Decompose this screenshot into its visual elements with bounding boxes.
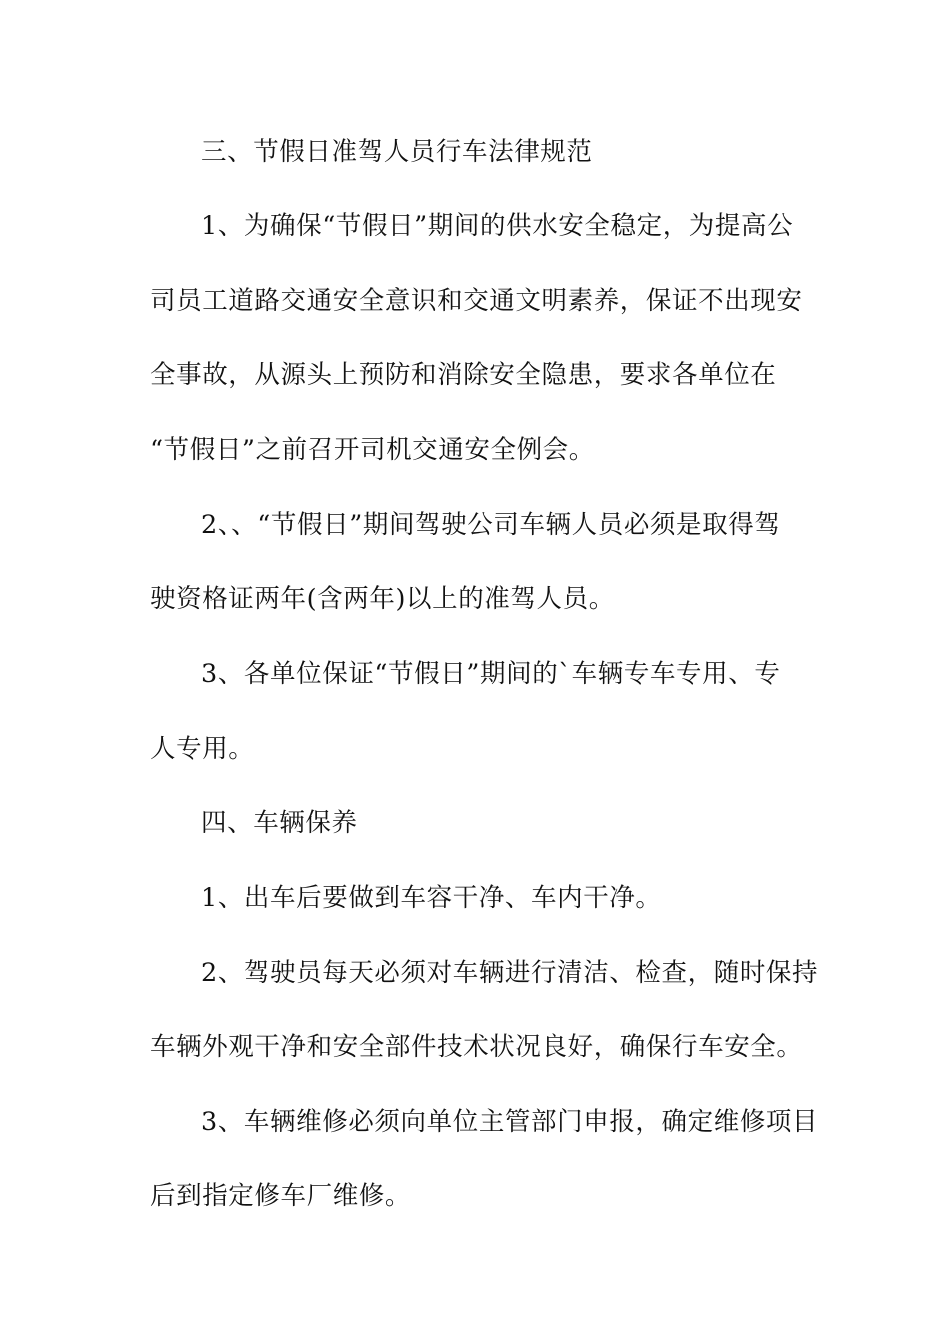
paragraph-line: 3、车辆维修必须向单位主管部门申报，确定维修项目 bbox=[201, 1107, 819, 1137]
section-heading-3: 三、节假日准驾人员行车法律规范 bbox=[201, 137, 593, 167]
paragraph-line: 1、出车后要做到车容干净、车内干净。 bbox=[201, 883, 662, 913]
paragraph-line: 车辆外观干净和安全部件技术状况良好，确保行车安全。 bbox=[150, 1032, 803, 1062]
paragraph-line: 1、为确保“节假日”期间的供水安全稳定，为提高公 bbox=[201, 211, 794, 241]
paragraph-line: 3、各单位保证“节假日”期间的`车辆专车专用、专 bbox=[201, 659, 781, 689]
paragraph-line: 人专用。 bbox=[150, 734, 255, 764]
paragraph-line: 后到指定修车厂维修。 bbox=[150, 1181, 412, 1211]
paragraph-line: “节假日”之前召开司机交通安全例会。 bbox=[150, 435, 595, 465]
paragraph-line: 驶资格证两年(含两年)以上的准驾人员。 bbox=[150, 584, 615, 614]
paragraph-line: 2、驾驶员每天必须对车辆进行清洁、检查，随时保持 bbox=[201, 958, 819, 988]
section-heading-4: 四、车辆保养 bbox=[201, 808, 358, 838]
paragraph-line: 司员工道路交通安全意识和交通文明素养，保证不出现安 bbox=[150, 286, 803, 316]
paragraph-line: 2、、“节假日”期间驾驶公司车辆人员必须是取得驾 bbox=[201, 510, 781, 540]
paragraph-line: 全事故，从源头上预防和消除安全隐患，要求各单位在 bbox=[150, 360, 777, 390]
